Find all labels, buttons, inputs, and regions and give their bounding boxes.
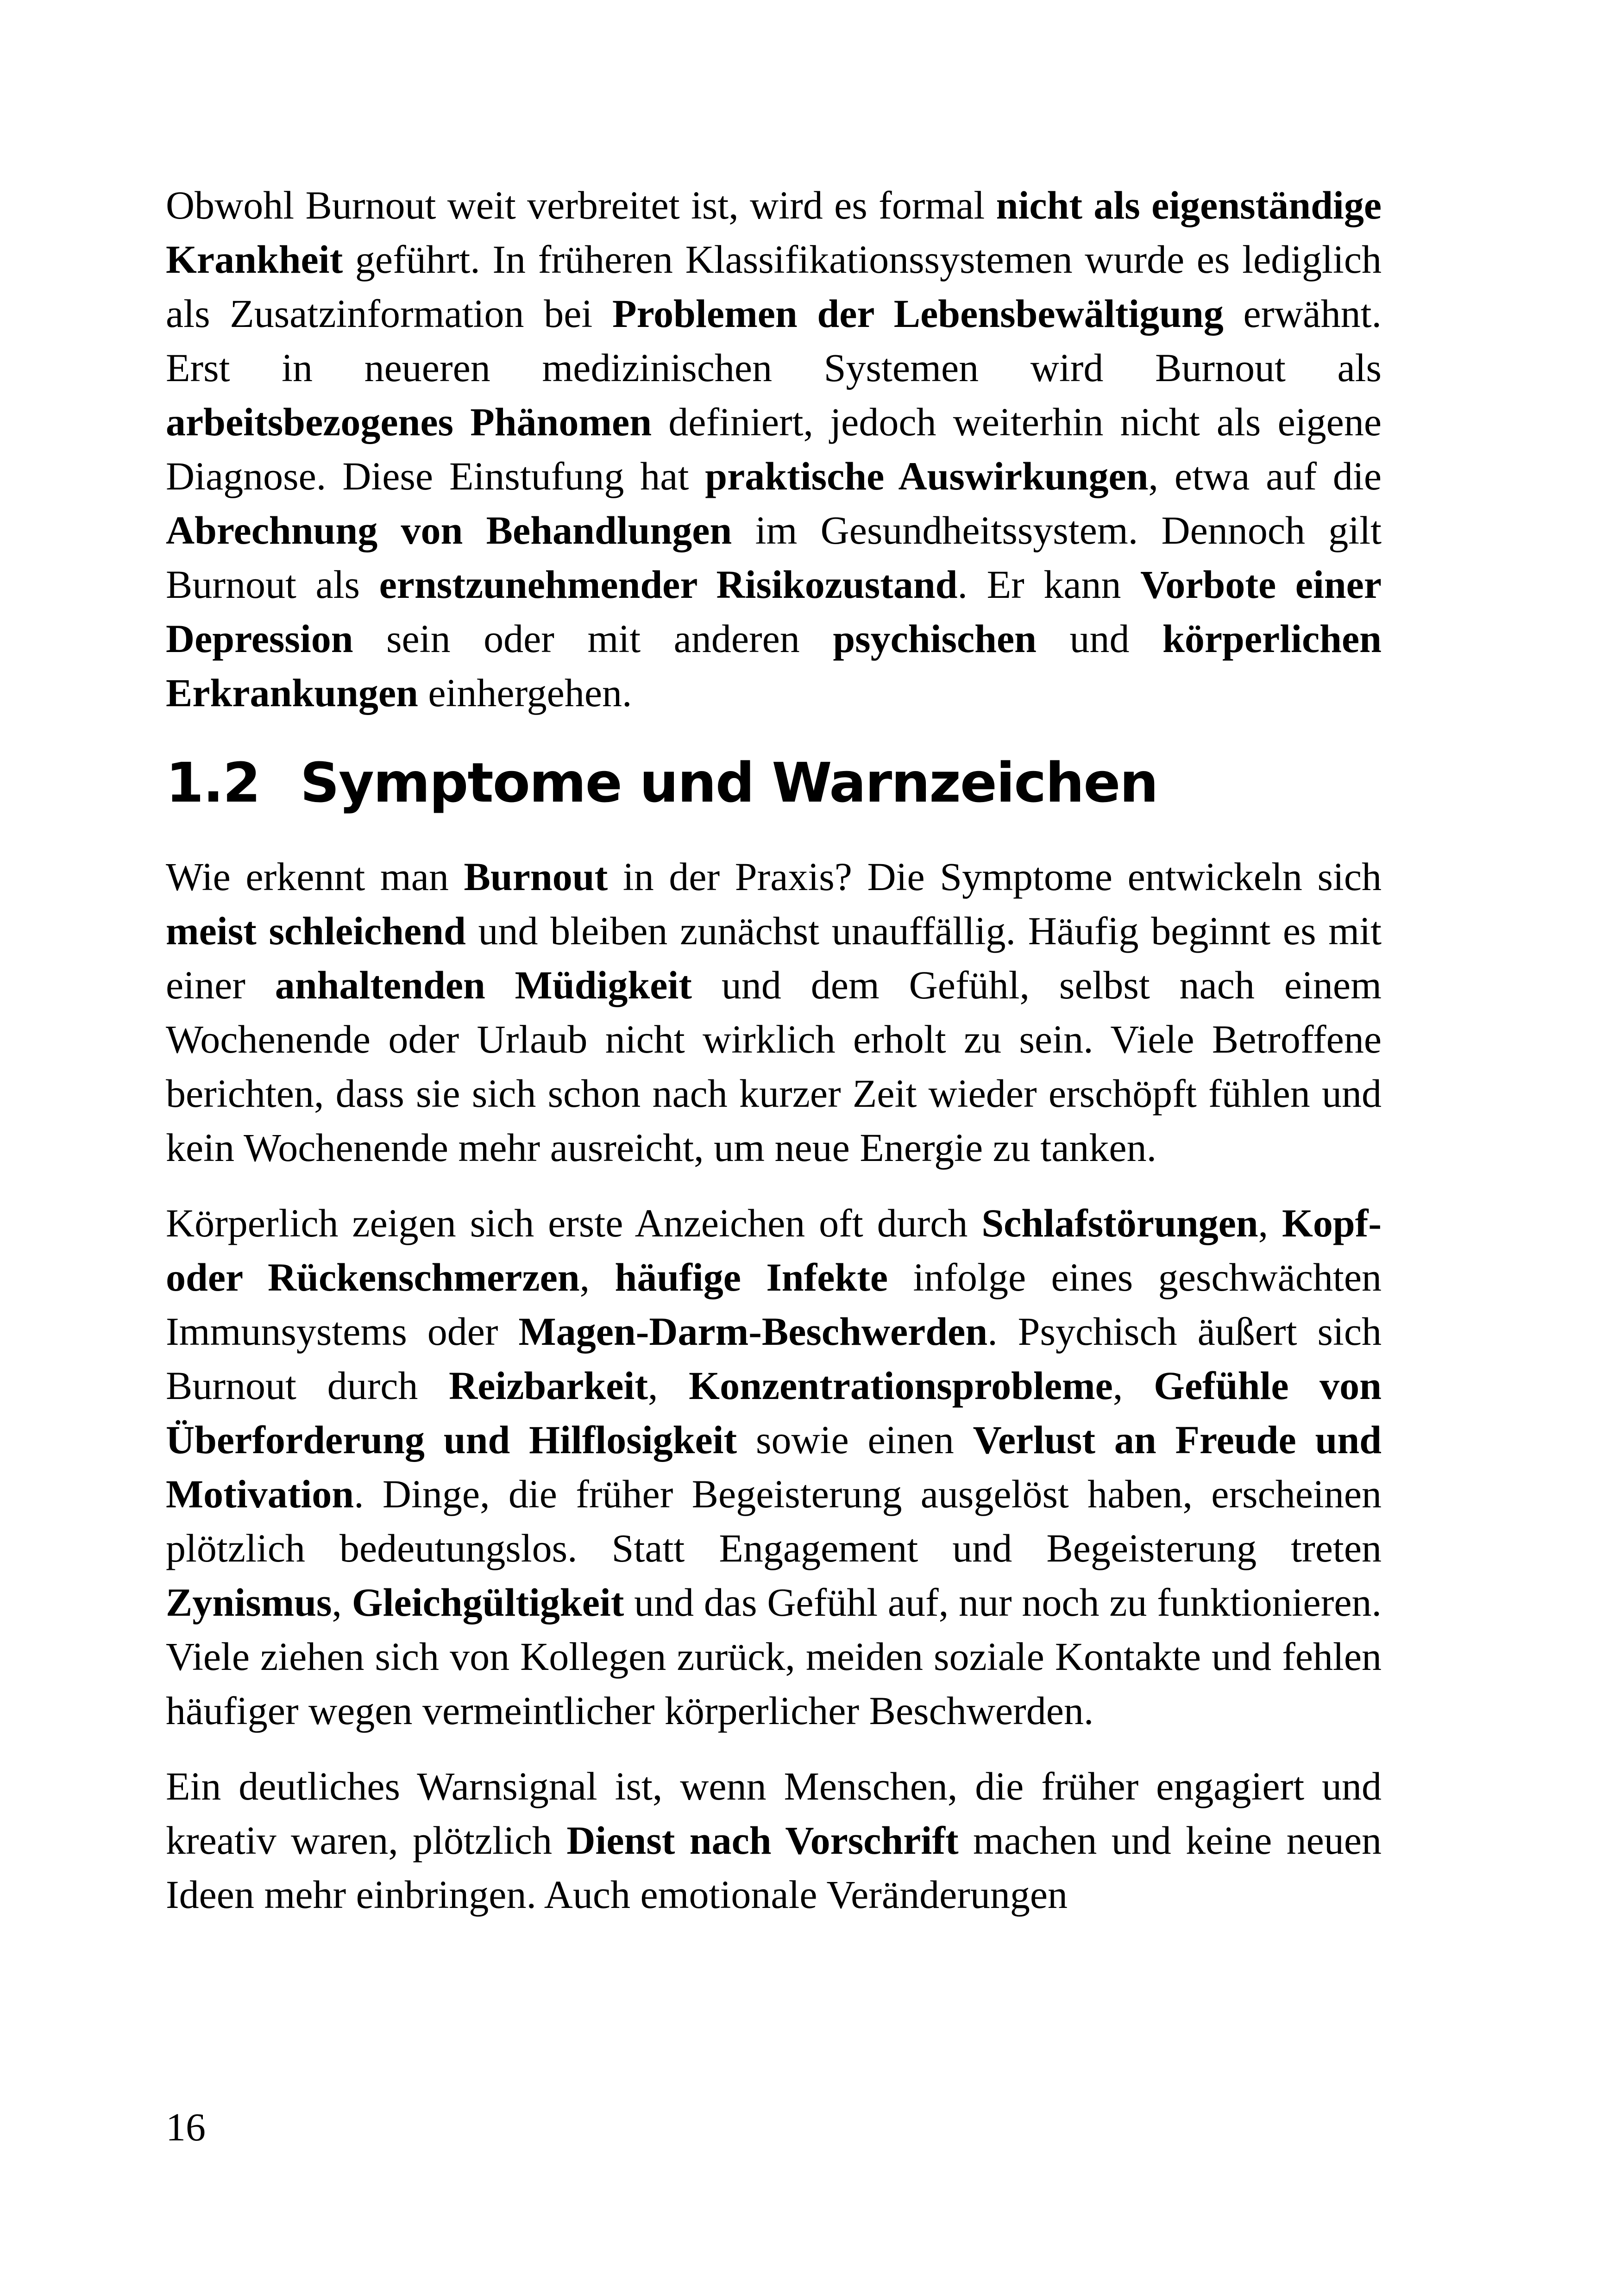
- text-run: geführt. In früheren Klassifikationssystemen wurde es lediglich als Zusatzinformation bei: [166, 237, 1382, 336]
- text-run: . Er kann: [957, 562, 1141, 607]
- text-run: . Psychisch äußert sich Burnout durch: [166, 1309, 1382, 1408]
- text-run: und bleiben zunächst unauffällig. Häufig beginnt es mit einer: [166, 909, 1382, 1007]
- bold-term: Kopf- oder Rückenschmerzen: [166, 1201, 1382, 1299]
- paragraph-3: [166, 1196, 1382, 1738]
- bold-term: Schlafstörungen: [981, 1201, 1258, 1245]
- bold-term: arbeitsbezogenes Phänomen: [166, 400, 652, 444]
- bold-term: Problemen der Lebensbewältigung: [612, 291, 1224, 336]
- text-run: Ein deutliches Warnsignal ist, wenn Menschen, die früher engagiert und kreativ waren, plötzlich: [166, 1764, 1382, 1863]
- section-heading: [166, 748, 1382, 817]
- bold-term: ernstzunehmender Risikozustand: [379, 562, 958, 607]
- text-run: einhergehen.: [418, 671, 632, 715]
- text-run: und: [1037, 616, 1163, 661]
- bold-term: meist schleichend: [166, 909, 466, 953]
- paragraph-2: [166, 850, 1382, 1175]
- text-run: ,: [332, 1580, 352, 1625]
- bold-term: Dienst nach Vorschrift: [566, 1818, 959, 1863]
- bold-term: nicht als eigenständige Krankheit: [166, 183, 1382, 282]
- text-run: ,: [579, 1255, 615, 1299]
- bold-term: psychischen: [833, 616, 1037, 661]
- text-run: ,: [1258, 1201, 1282, 1245]
- text-run: und das Gefühl auf, nur noch zu funktionieren. Viele ziehen sich von Kollegen zurück, meiden soziale Kontakte und fehlen häufiger wegen vermeintlicher körperlicher Beschwerden.: [166, 1580, 1382, 1733]
- text-run: erwähnt. Erst in neueren medizinischen Systemen wird Burnout als: [166, 291, 1382, 390]
- bold-term: Magen-Darm-Beschwerden: [518, 1309, 988, 1354]
- bold-term: anhaltenden Müdigkeit: [275, 963, 692, 1007]
- document-page: [166, 178, 1382, 1943]
- bold-term: Reizbarkeit: [449, 1363, 648, 1408]
- paragraph-4: [166, 1759, 1382, 1922]
- text-run: machen und keine neuen Ideen mehr einbringen. Auch emotionale Veränderungen: [166, 1818, 1382, 1917]
- bold-term: körperlichen Erkrankungen: [166, 616, 1382, 715]
- text-run: Obwohl Burnout weit verbreitet ist, wird es formal: [166, 183, 996, 227]
- page-number: 16: [166, 2105, 206, 2149]
- section-title: Symptome und Warnzeichen: [300, 751, 1158, 815]
- bold-term: Gleichgültigkeit: [352, 1580, 624, 1625]
- text-run: sowie einen: [737, 1418, 973, 1462]
- text-run: , etwa auf die: [1148, 454, 1382, 498]
- bold-term: Verlust an Freude und Motivation: [166, 1418, 1382, 1516]
- bold-term: Konzentrationsprobleme: [689, 1363, 1113, 1408]
- text-run: und dem Gefühl, selbst nach einem Wochenende oder Urlaub nicht wirklich erholt zu sein. Viele Betroffene berichten, dass sie sich schon nach kurzer Zeit wieder erschöpft fühlen und kein Wochenende mehr ausreicht, um neue Energie zu tanken.: [166, 963, 1382, 1170]
- text-run: ,: [647, 1363, 689, 1408]
- bold-term: häufige Infekte: [615, 1255, 888, 1299]
- text-run: sein oder mit anderen: [353, 616, 833, 661]
- paragraph-1: [166, 178, 1382, 720]
- bold-term: Zynismus: [166, 1580, 332, 1625]
- bold-term: Vorbote einer Depression: [166, 562, 1382, 661]
- bold-term: Burnout: [464, 854, 608, 899]
- text-run: in der Praxis? Die Symptome entwickeln sich: [608, 854, 1382, 899]
- bold-term: Abrechnung von Behandlungen: [166, 508, 732, 552]
- text-run: . Dinge, die früher Begeisterung ausgelöst haben, erscheinen plötzlich bedeutungslos. Statt Engagement und Begeisterung treten: [166, 1472, 1382, 1570]
- bold-term: Gefühle von Überforderung und Hilflosigkeit: [166, 1363, 1382, 1462]
- text-run: infolge eines geschwächten Immunsystems oder: [166, 1255, 1382, 1354]
- text-run: definiert, jedoch weiterhin nicht als eigene Diagnose. Diese Einstufung hat: [166, 400, 1382, 498]
- section-number: 1.2: [166, 751, 260, 815]
- text-run: im Gesundheitssystem. Dennoch gilt Burnout als: [166, 508, 1382, 607]
- text-run: Wie erkennt man: [166, 854, 464, 899]
- text-run: ,: [1112, 1363, 1154, 1408]
- bold-term: praktische Auswirkungen: [705, 454, 1149, 498]
- text-run: Körperlich zeigen sich erste Anzeichen oft durch: [166, 1201, 982, 1245]
